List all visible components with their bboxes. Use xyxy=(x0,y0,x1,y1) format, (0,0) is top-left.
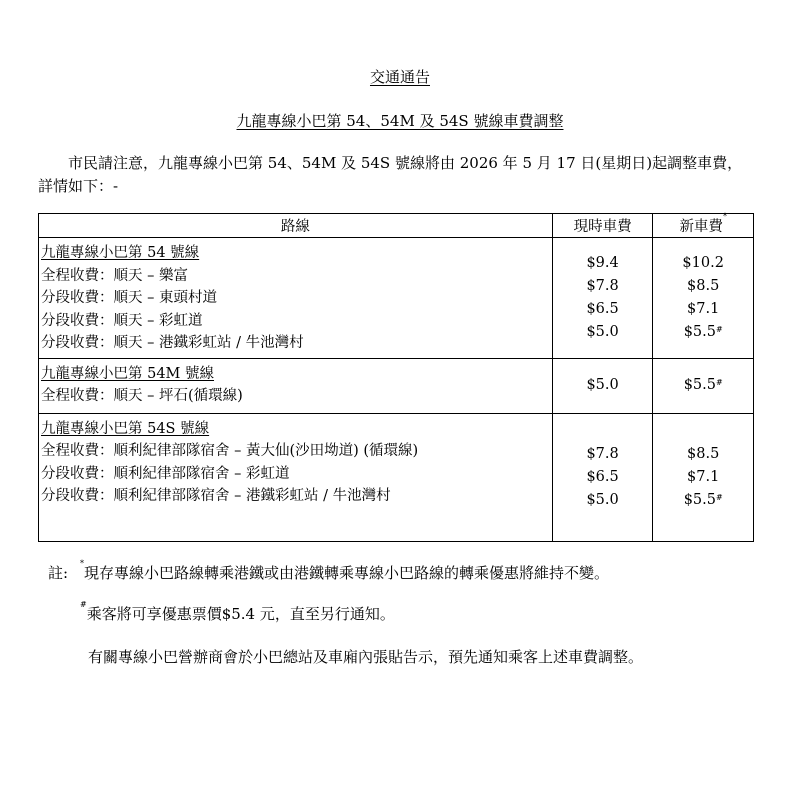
current-fare-cell xyxy=(552,358,653,413)
current-fare: $7.8 xyxy=(586,445,619,462)
current-fare: $6.5 xyxy=(586,468,619,485)
intro-line-1: 市民請注意，九龍專線小巴第 54、54M 及 54S 號線將由 2026 年 5 月 17 日(星期日)起調整車費， xyxy=(68,154,743,172)
fare-table xyxy=(38,213,754,542)
table-row xyxy=(39,413,754,541)
route-name: 九龍專線小巴第 54 號線 xyxy=(41,245,200,261)
intro-line-2: 詳情如下：- xyxy=(38,177,119,195)
note-label: 註: xyxy=(48,564,69,582)
route-cell xyxy=(39,238,553,359)
header-new-fare: 新車費* xyxy=(653,214,754,238)
notice-title: 交通通告 xyxy=(369,68,430,86)
route-section: 全程收費：順利紀律部隊宿舍 – 黃大仙(沙田坳道) (循環線) xyxy=(41,443,419,459)
route-section: 分段收費：順天 – 港鐵彩虹站 / 牛池灣村 xyxy=(41,335,304,351)
route-name: 九龍專線小巴第 54M 號線 xyxy=(41,365,215,382)
current-fare: $5.0 xyxy=(586,377,619,393)
current-fare-cell xyxy=(552,238,653,359)
new-fare: $7.1 xyxy=(687,300,720,317)
route-section: 分段收費：順天 – 彩虹道 xyxy=(41,312,203,329)
route-name: 九龍專線小巴第 54S 號線 xyxy=(41,420,210,437)
header-route: 路線 xyxy=(39,214,553,238)
new-fare: $8.5 xyxy=(687,277,720,294)
new-fare: $10.2 xyxy=(682,254,724,271)
new-fare: $7.1 xyxy=(687,468,720,485)
table-row xyxy=(39,238,754,359)
note-2: #乘客將可享優惠票價$5.4 元，直至另行通知。 xyxy=(80,600,395,623)
table-row xyxy=(39,358,754,413)
header-current-fare: 現時車費 xyxy=(552,214,653,238)
new-fare-cell xyxy=(653,358,754,413)
note-3: 有關專線小巴營辦商會於小巴總站及車廂內張貼告示，預先通知乘客上述車費調整。 xyxy=(88,648,644,666)
current-fare: $6.5 xyxy=(586,300,619,317)
route-section: 全程收費：順天 – 坪石(循環線) xyxy=(41,388,243,404)
route-cell xyxy=(39,358,553,413)
new-fare: $5.5# xyxy=(683,491,723,508)
current-fare: $5.0 xyxy=(586,491,619,508)
table-header-row xyxy=(39,214,754,238)
intro-paragraph xyxy=(38,152,758,198)
route-section: 分段收費：順利紀律部隊宿舍 – 彩虹道 xyxy=(41,465,290,482)
route-section: 全程收費：順天 – 樂富 xyxy=(41,267,188,284)
new-fare-cell xyxy=(653,413,754,541)
current-fare: $5.0 xyxy=(586,323,619,340)
notice-subtitle: 九龍專線小巴第 54、54M 及 54S 號線車費調整 xyxy=(236,112,564,130)
current-fare: $9.4 xyxy=(586,254,619,271)
current-fare-cell xyxy=(552,413,653,541)
route-section: 分段收費：順天 – 東頭村道 xyxy=(41,290,217,306)
new-fare: $5.5# xyxy=(683,377,723,393)
new-fare: $5.5# xyxy=(683,323,723,340)
current-fare: $7.8 xyxy=(586,277,619,294)
new-fare-cell xyxy=(653,238,754,359)
route-section: 分段收費：順利紀律部隊宿舍 – 港鐵彩虹站 / 牛池灣村 xyxy=(41,488,391,504)
new-fare: $8.5 xyxy=(687,445,720,462)
route-cell xyxy=(39,413,553,541)
note-1: *現存專線小巴路線轉乘港鐵或由港鐵轉乘專線小巴路線的轉乘優惠將維持不變。 xyxy=(80,559,610,582)
